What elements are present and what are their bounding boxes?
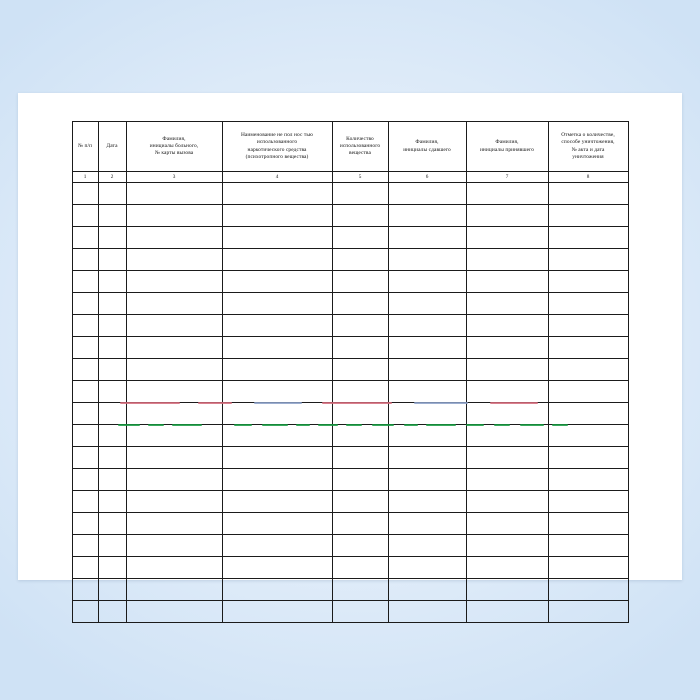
table-cell (332, 557, 388, 579)
column-header-5 (332, 122, 388, 172)
table-cell (388, 249, 466, 271)
table-cell (126, 513, 222, 535)
table-cell (466, 513, 548, 535)
table-cell (222, 227, 332, 249)
table-cell (388, 381, 466, 403)
table-cell (466, 447, 548, 469)
table-cell (548, 293, 628, 315)
column-number: 3 (126, 172, 222, 183)
table-row (72, 293, 628, 315)
table-cell (126, 557, 222, 579)
header-line: (психотропного вещества) (245, 153, 309, 160)
table-cell (466, 249, 548, 271)
table-cell (126, 227, 222, 249)
table-cell (72, 337, 98, 359)
table-cell (98, 381, 126, 403)
table-cell (332, 227, 388, 249)
table-cell (332, 601, 388, 623)
table-row (72, 227, 628, 249)
table-row (72, 183, 628, 205)
table-cell (222, 293, 332, 315)
table-cell (222, 447, 332, 469)
table-row (72, 535, 628, 557)
header-line: уничтожения (572, 153, 604, 160)
table-cell (126, 403, 222, 425)
table-cell (126, 293, 222, 315)
table-cell (98, 469, 126, 491)
table-cell (72, 381, 98, 403)
table-cell (388, 293, 466, 315)
table-cell (466, 601, 548, 623)
table-cell (222, 425, 332, 447)
table-cell (98, 513, 126, 535)
table-row (72, 337, 628, 359)
table-cell (222, 513, 332, 535)
table-cell (222, 579, 332, 601)
table-row (72, 469, 628, 491)
table-cell (388, 403, 466, 425)
table-cell (72, 535, 98, 557)
table-cell (548, 601, 628, 623)
table-cell (126, 601, 222, 623)
table-row (72, 579, 628, 601)
form-area (22, 121, 678, 571)
table-cell (98, 557, 126, 579)
column-number: 6 (388, 172, 466, 183)
table-cell (332, 513, 388, 535)
header-line: Фамилия, (415, 139, 439, 146)
table-cell (98, 315, 126, 337)
table-cell (98, 535, 126, 557)
table-cell (548, 425, 628, 447)
header-line: № карты вызова (154, 150, 194, 157)
table-cell (126, 183, 222, 205)
header-line: вещества (349, 150, 371, 157)
table-cell (466, 205, 548, 227)
table-cell (548, 381, 628, 403)
header-line: Фамилия, (495, 139, 519, 146)
table-cell (98, 425, 126, 447)
table-cell (72, 249, 98, 271)
table-cell (126, 205, 222, 227)
table-cell (72, 227, 98, 249)
table-row (72, 403, 628, 425)
table-cell (548, 227, 628, 249)
table-cell (72, 601, 98, 623)
table-cell (222, 469, 332, 491)
table-cell (72, 491, 98, 513)
table-cell (466, 491, 548, 513)
table-cell (98, 447, 126, 469)
table-cell (548, 205, 628, 227)
table-cell (548, 403, 628, 425)
table-cell (388, 535, 466, 557)
column-number: 2 (98, 172, 126, 183)
table-cell (72, 205, 98, 227)
table-cell (466, 271, 548, 293)
table-cell (388, 271, 466, 293)
table-cell (388, 205, 466, 227)
table-cell (388, 315, 466, 337)
table-cell (332, 205, 388, 227)
table-cell (98, 293, 126, 315)
header-line: инициалы принявшего (479, 146, 535, 153)
table-cell (388, 359, 466, 381)
table-cell (466, 403, 548, 425)
header-line: наркотического средства (247, 146, 307, 153)
table-cell (98, 271, 126, 293)
table-cell (548, 337, 628, 359)
table-row (72, 601, 628, 623)
journal-table (72, 121, 629, 623)
table-cell (72, 513, 98, 535)
table-cell (548, 447, 628, 469)
header-line: использованного (256, 139, 298, 146)
header-line: инициалы сдавшего (403, 146, 451, 153)
table-cell (548, 183, 628, 205)
table-cell (466, 359, 548, 381)
table-cell (98, 249, 126, 271)
table-cell (98, 601, 126, 623)
table-row (72, 271, 628, 293)
table-cell (548, 557, 628, 579)
table-cell (332, 579, 388, 601)
header-line: № п/п (77, 142, 93, 149)
table-cell (98, 227, 126, 249)
column-number: 4 (222, 172, 332, 183)
table-cell (388, 557, 466, 579)
table-cell (72, 557, 98, 579)
column-number-row (72, 172, 628, 183)
table-cell (548, 249, 628, 271)
table-cell (222, 535, 332, 557)
table-cell (126, 579, 222, 601)
table-cell (126, 535, 222, 557)
column-header-3 (126, 122, 222, 172)
table-cell (126, 315, 222, 337)
column-header-7 (466, 122, 548, 172)
table-cell (332, 403, 388, 425)
table-cell (548, 469, 628, 491)
column-number: 5 (332, 172, 388, 183)
table-cell (466, 557, 548, 579)
table-cell (126, 469, 222, 491)
table-row (72, 359, 628, 381)
table-cell (126, 491, 222, 513)
table-cell (332, 293, 388, 315)
table-cell (126, 447, 222, 469)
table-cell (548, 579, 628, 601)
header-line: инициалы больного, (149, 142, 199, 149)
table-body (72, 183, 628, 623)
table-cell (72, 447, 98, 469)
table-cell (548, 315, 628, 337)
table-cell (222, 205, 332, 227)
table-cell (222, 183, 332, 205)
table-cell (466, 183, 548, 205)
table-cell (332, 359, 388, 381)
column-header-1 (72, 122, 98, 172)
table-row (72, 315, 628, 337)
table-cell (72, 403, 98, 425)
table-cell (332, 491, 388, 513)
header-line: способе уничтожения, (561, 139, 615, 146)
table-row (72, 249, 628, 271)
table-cell (466, 337, 548, 359)
table-cell (222, 271, 332, 293)
table-cell (388, 227, 466, 249)
table-cell (332, 183, 388, 205)
table-cell (332, 381, 388, 403)
table-cell (548, 535, 628, 557)
table-cell (126, 271, 222, 293)
table-row (72, 513, 628, 535)
column-header-2 (98, 122, 126, 172)
table-cell (126, 359, 222, 381)
column-number: 8 (548, 172, 628, 183)
table-cell (222, 381, 332, 403)
table-cell (466, 425, 548, 447)
table-cell (98, 403, 126, 425)
table-cell (98, 579, 126, 601)
table-cell (222, 359, 332, 381)
table-cell (222, 403, 332, 425)
header-row (72, 122, 628, 172)
table-cell (548, 271, 628, 293)
table-cell (222, 557, 332, 579)
column-header-8 (548, 122, 628, 172)
column-header-6 (388, 122, 466, 172)
header-line: Количество (346, 135, 374, 142)
table-cell (222, 249, 332, 271)
header-line: Дата (106, 142, 118, 149)
table-cell (222, 315, 332, 337)
paper-sheet (18, 93, 682, 580)
table-cell (388, 183, 466, 205)
table-cell (222, 491, 332, 513)
table-cell (72, 315, 98, 337)
table-cell (466, 293, 548, 315)
header-line: Фамилия, (162, 135, 186, 142)
table-cell (466, 469, 548, 491)
table-cell (72, 293, 98, 315)
table-cell (72, 469, 98, 491)
table-cell (466, 579, 548, 601)
table-row (72, 381, 628, 403)
table-cell (332, 249, 388, 271)
table-cell (332, 535, 388, 557)
table-cell (388, 447, 466, 469)
table-cell (332, 447, 388, 469)
header-line: использованного (339, 142, 381, 149)
table-cell (388, 425, 466, 447)
table-row (72, 557, 628, 579)
table-cell (548, 359, 628, 381)
table-cell (126, 249, 222, 271)
table-head (72, 122, 628, 183)
column-header-4 (222, 122, 332, 172)
table-row (72, 205, 628, 227)
column-number: 7 (466, 172, 548, 183)
table-cell (466, 227, 548, 249)
table-cell (98, 491, 126, 513)
table-cell (388, 469, 466, 491)
table-cell (388, 513, 466, 535)
table-cell (466, 535, 548, 557)
table-cell (388, 579, 466, 601)
table-cell (548, 491, 628, 513)
table-cell (72, 271, 98, 293)
table-cell (98, 337, 126, 359)
table-cell (332, 315, 388, 337)
table-row (72, 447, 628, 469)
table-cell (98, 205, 126, 227)
table-cell (388, 337, 466, 359)
column-number: 1 (72, 172, 98, 183)
table-cell (126, 337, 222, 359)
table-cell (388, 601, 466, 623)
header-line: Наименование не пол нос тью (240, 132, 314, 139)
table-cell (98, 359, 126, 381)
table-cell (72, 579, 98, 601)
table-cell (126, 381, 222, 403)
table-cell (466, 315, 548, 337)
table-row (72, 425, 628, 447)
table-cell (332, 469, 388, 491)
table-row (72, 491, 628, 513)
table-cell (72, 425, 98, 447)
table-cell (332, 337, 388, 359)
table-cell (72, 183, 98, 205)
table-cell (98, 183, 126, 205)
header-line: Отметка о количестве, (561, 132, 615, 139)
table-cell (548, 513, 628, 535)
table-cell (332, 425, 388, 447)
table-cell (388, 491, 466, 513)
table-cell (466, 381, 548, 403)
table-cell (222, 337, 332, 359)
header-line: № акта и дата (571, 146, 605, 153)
table-cell (332, 271, 388, 293)
table-cell (126, 425, 222, 447)
table-cell (222, 601, 332, 623)
table-cell (72, 359, 98, 381)
